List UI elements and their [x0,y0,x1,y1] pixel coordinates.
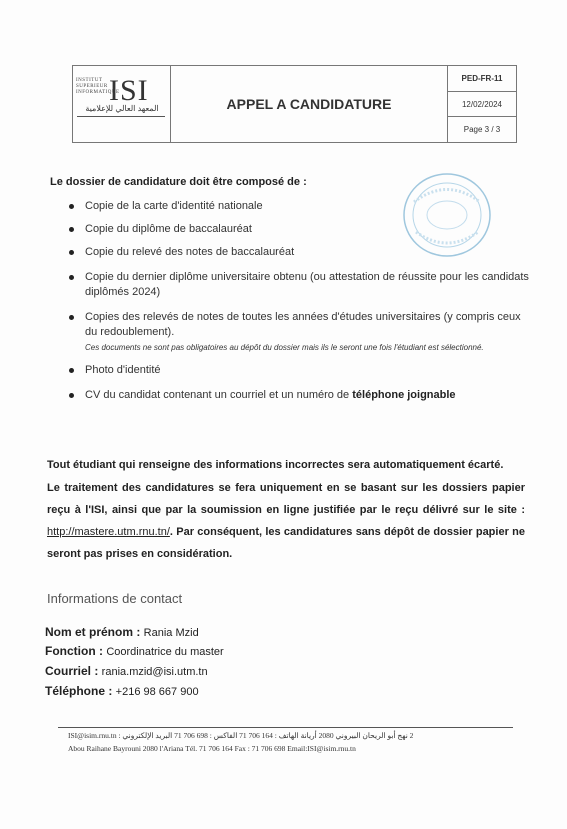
footer-address-line: Abou Raihane Bayrouni 2080 l'Ariana Tél. 71 706 164 Fax : 71 706 698 Email:ISI@isim.rnu.tn [68,744,356,753]
contact-name-label: Nom et prénom : [45,625,144,639]
list-item-text: Copie de la carte d'identité nationale [85,200,263,212]
list-item-emphasis: téléphone joignable [352,389,456,401]
page-number: Page 3 / 3 [463,125,501,135]
list-item [50,199,530,214]
contact-function-row [45,644,224,658]
list-item [50,363,530,378]
contact-phone-row [45,684,199,698]
bullet-icon [69,275,74,280]
bullet-icon [69,250,74,255]
contact-email-value[interactable]: rania.mzid@isi.utm.tn [101,666,208,678]
list-item-note: Ces documents ne sont pas obligatoires au dépôt du dossier mais ils le seront une fois l'étudiant est sélectionné. [85,343,484,352]
mastere-site-link[interactable]: http://mastere.utm.rnu.tn/ [47,526,170,538]
bullet-icon [69,393,74,398]
document-code: PED-FR-11 [448,66,516,92]
document-header [72,65,517,143]
bullet-icon [69,227,74,232]
contact-function-value: Coordinatrice du master [106,646,224,658]
processing-text: Le traitement des candidatures se fera uniquement en se basant sur les dossiers papier reçu à l'ISI, ainsi que par la soumission en ligne justifiée par le reçu délivré sur le site : [47,482,525,516]
processing-text-end: . Par conséquent, les candidatures sans dépôt de dossier papier ne seront pas prises en considération. [47,526,525,560]
footer-divider [58,727,513,728]
list-item [50,388,530,403]
bullet-icon [69,368,74,373]
contact-phone-value: +216 98 667 900 [115,686,199,698]
list-item-text: Copie du relevé des notes de baccalauréat [85,246,295,258]
bullet-icon [69,204,74,209]
logo-underline [77,116,165,117]
processing-paragraph [47,477,525,565]
contact-phone-label: Téléphone : [45,684,116,698]
list-item-text: Copies des relevés de notes de toutes les années d'études universitaires (y compris ceux du redoublement). [85,311,521,338]
contact-heading: Informations de contact [47,591,183,606]
document-date: 12/02/2024 [448,92,516,118]
list-item-text: Photo d'identité [85,364,161,376]
dossier-intro: Le dossier de candidature doit être composé de : [50,176,307,188]
required-documents-list [50,199,530,403]
logo-isi-text: ISI [109,74,149,107]
document-title: APPEL A CANDIDATURE [171,66,448,142]
document-meta [448,66,516,142]
list-item [50,270,530,300]
logo-arabic-text: المعهد العالي للإعلامية [85,104,159,113]
list-item [50,222,530,237]
list-item [50,310,530,353]
logo-institute-text: INSTITUT SUPERIEUR INFORMATIQUE [76,78,120,95]
contact-email-row [45,664,208,678]
bullet-icon [69,315,74,320]
list-item [50,245,530,260]
list-item-text: Copie du dernier diplôme universitaire obtenu (ou attestation de réussite pour les candidats diplômés 2024) [85,271,529,298]
list-item-text: CV du candidat contenant un courriel et un numéro de [85,389,353,401]
isi-logo [73,66,171,142]
footer-arabic-line: 2 نهج أبو الريحان البيروني 2080 أريانة الهاتف : 164 706 71 الفاكس : 698 706 71 البريد الإلكتروني : ISI@isim.rnu.tn [68,731,414,740]
list-item-text: Copie du diplôme de baccalauréat [85,223,252,235]
contact-name-value: Rania Mzid [143,627,199,639]
contact-email-label: Courriel : [45,664,102,678]
contact-name-row [45,625,199,639]
warning-paragraph: Tout étudiant qui renseigne des informations incorrectes sera automatiquement écarté. [47,459,504,471]
contact-function-label: Fonction : [45,644,107,658]
